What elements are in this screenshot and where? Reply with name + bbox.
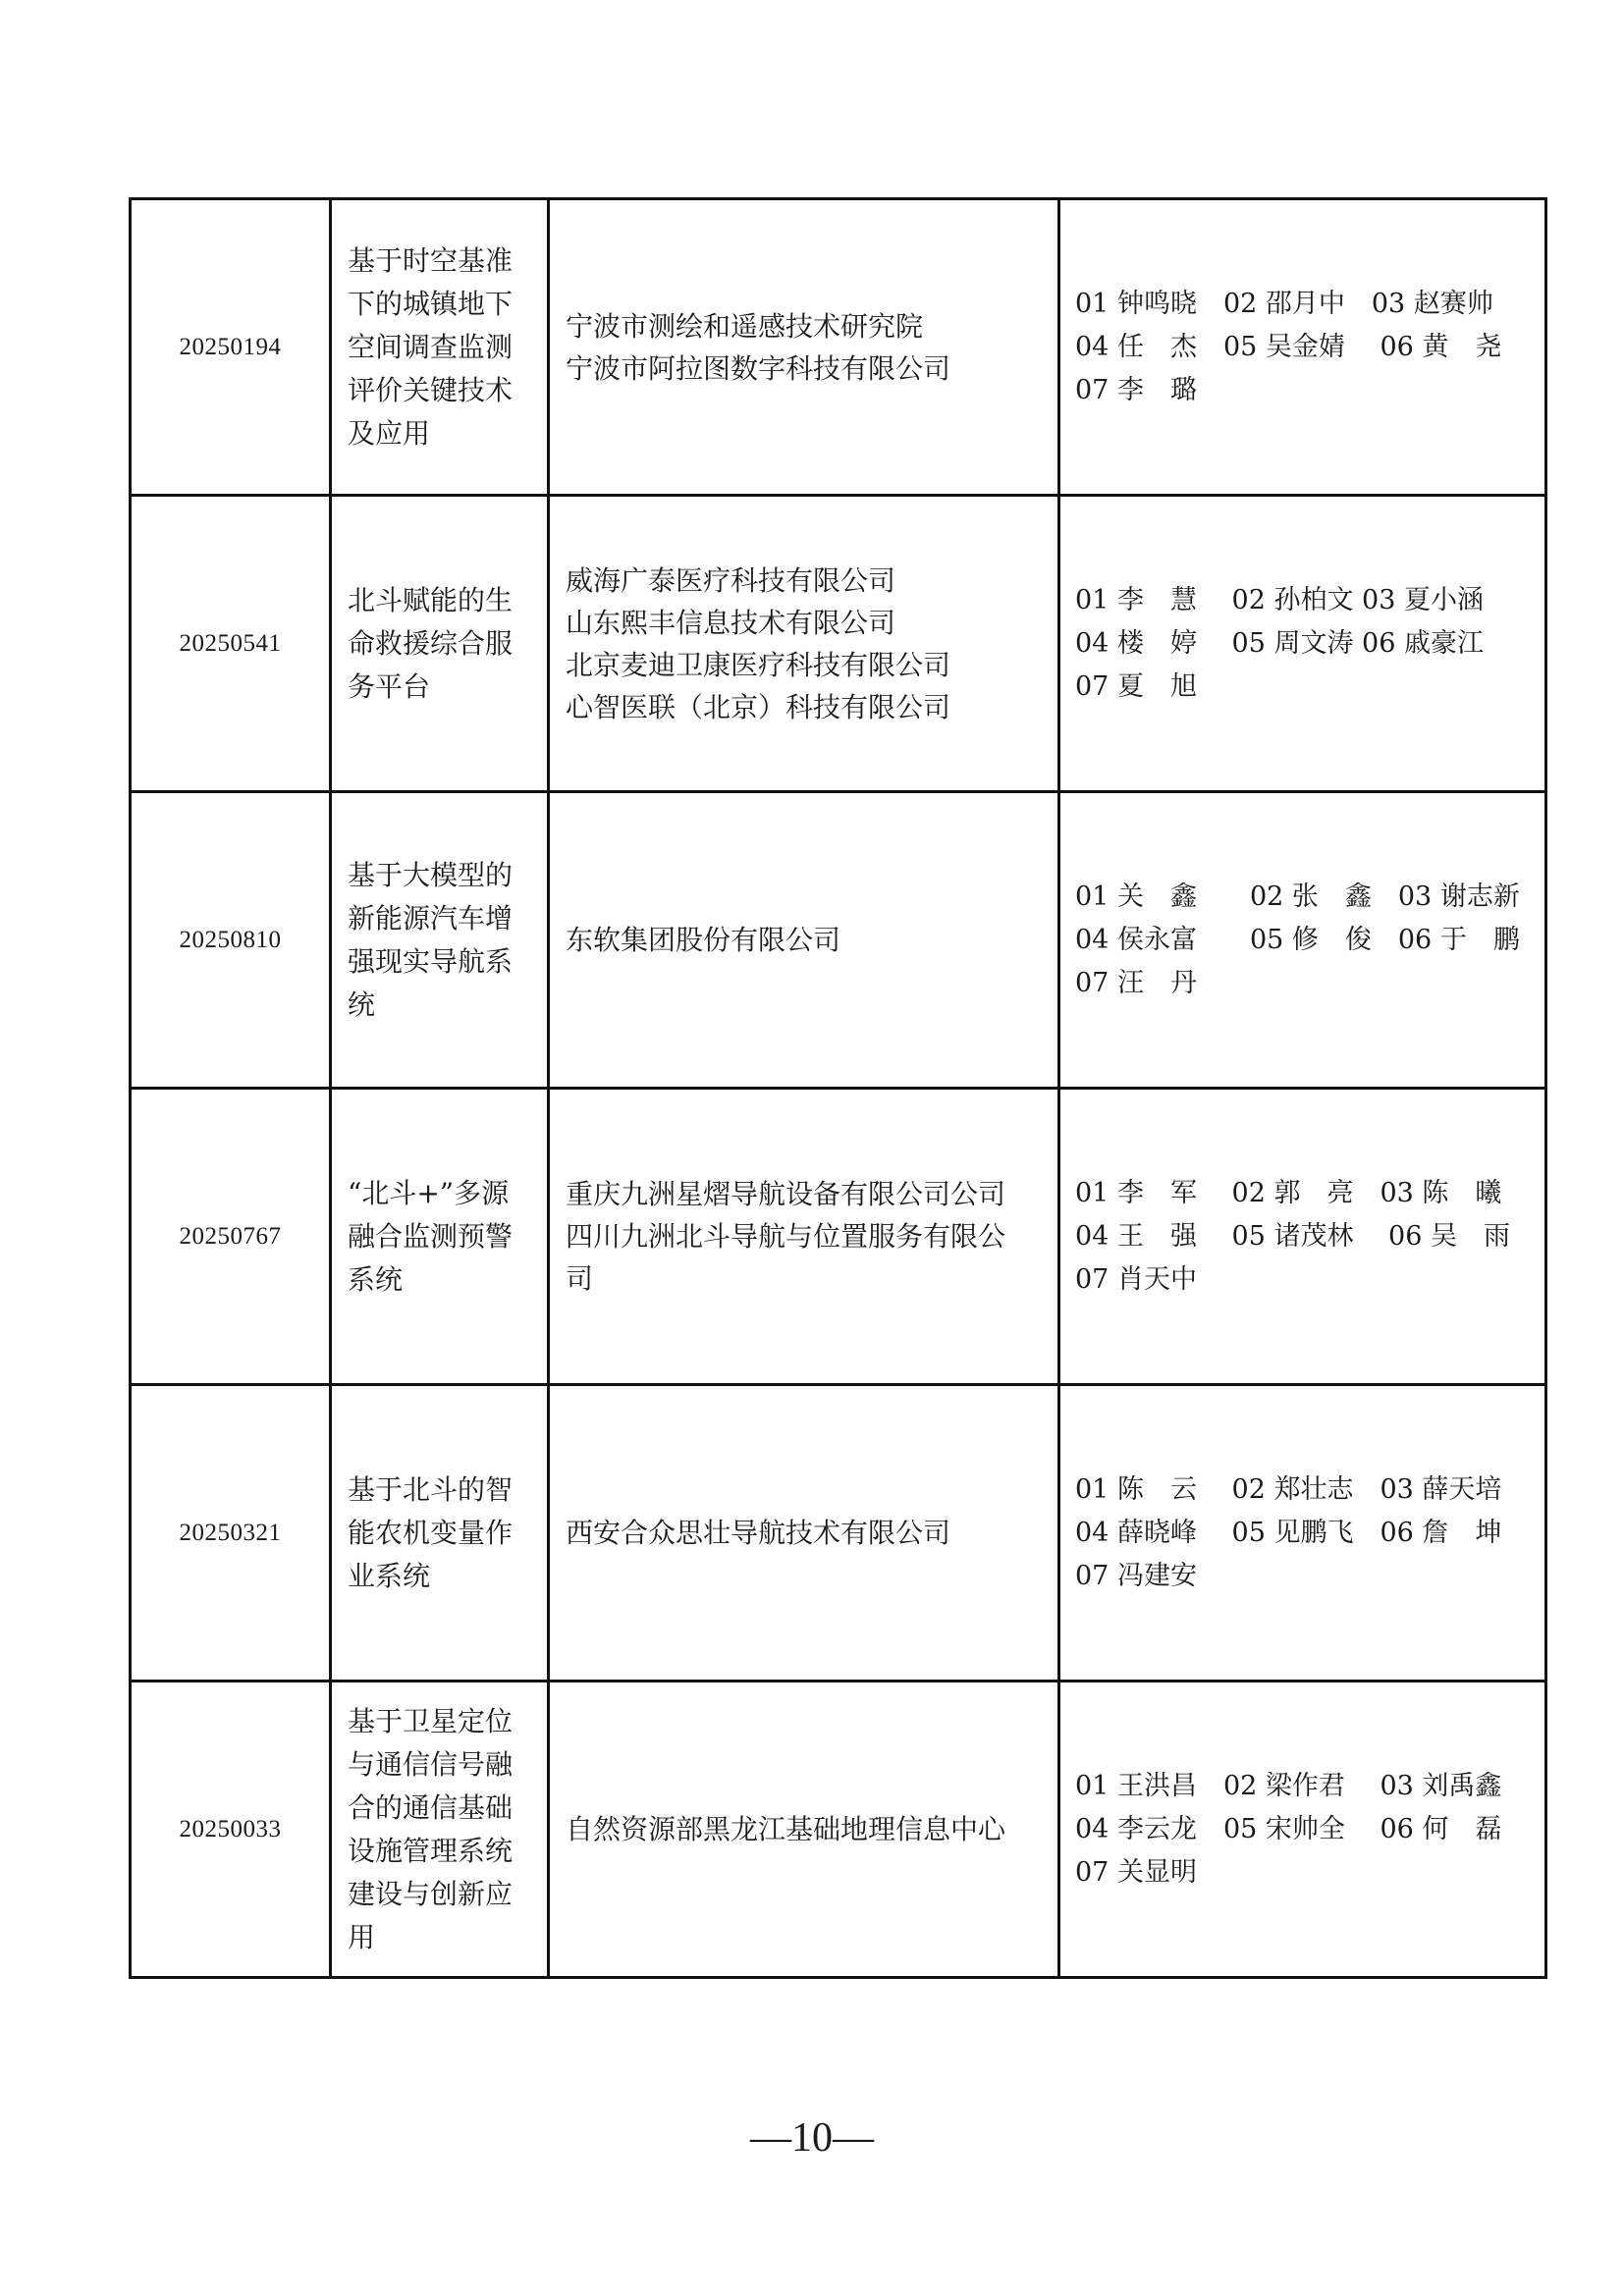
project-title-cell	[331, 792, 549, 1089]
members-line: 07 夏 旭	[1075, 670, 1197, 702]
members-cell	[1059, 496, 1546, 792]
organization-line: 重庆九洲星熠导航设备有限公司公司	[566, 1178, 1006, 1210]
project-id-cell: 20250321	[131, 1385, 331, 1682]
organization-line: 宁波市阿拉图数字科技有限公司	[566, 351, 951, 385]
project-title-line: 统	[348, 988, 376, 1021]
members-line: 07 汪 丹	[1075, 967, 1197, 998]
members-line: 01 关 鑫 02 张 鑫 03 谢志新	[1075, 881, 1520, 912]
members-line: 01 陈 云 02 郑壮志 03 薛天培	[1075, 1473, 1502, 1505]
project-title-line: 用	[348, 1920, 376, 1953]
project-id-cell: 20250033	[131, 1682, 331, 1978]
project-title-line: 命救援综合服	[348, 626, 514, 660]
organization-line: 心智医联（北京）科技有限公司	[566, 690, 951, 723]
project-id-cell: 20250541	[131, 496, 331, 792]
members-cell	[1059, 792, 1546, 1089]
table-row	[131, 199, 1546, 496]
members-cell	[1059, 1682, 1546, 1978]
members-line: 01 钟鸣晓 02 邵月中 03 赵赛帅	[1075, 288, 1493, 319]
table-row	[131, 496, 1546, 792]
organization-line: 宁波市测绘和遥感技术研究院	[566, 309, 924, 343]
members-line: 01 王洪昌 02 梁作君 03 刘禹鑫	[1075, 1770, 1502, 1801]
members-line: 04 李云龙 05 宋帅全 06 何 磊	[1075, 1813, 1502, 1844]
page-number: —10—	[750, 2115, 874, 2161]
project-title-cell	[331, 1385, 549, 1682]
project-title-line: 评价关键技术	[348, 373, 514, 406]
project-title-line: 新能源汽车增	[348, 901, 514, 934]
organization-line: 山东熙丰信息技术有限公司	[566, 606, 896, 639]
project-title-cell	[331, 199, 549, 496]
project-title-line: 与通信信号融	[348, 1747, 514, 1781]
project-title-cell	[331, 1089, 549, 1385]
members-cell	[1059, 199, 1546, 496]
table-body	[131, 199, 1546, 1978]
members-line: 04 薛晓峰 05 见鹏飞 06 詹 坤	[1075, 1517, 1502, 1548]
project-title-line: 北斗赋能的生	[348, 583, 514, 616]
organization-line: 司	[566, 1262, 594, 1295]
table-row	[131, 1385, 1546, 1682]
organization-line: 北京麦迪卫康医疗科技有限公司	[566, 648, 951, 681]
organization-line: 西安合众思壮导航技术有限公司	[566, 1517, 951, 1549]
project-title-line: 强现实导航系	[348, 944, 514, 978]
project-id-cell: 20250810	[131, 792, 331, 1089]
project-title-line: 及应用	[348, 416, 431, 450]
members-line: 04 王 强 05 诸茂林 06 吴 雨	[1075, 1220, 1510, 1252]
organization-cell	[549, 1385, 1059, 1682]
project-id-cell: 20250767	[131, 1089, 331, 1385]
project-title-line: 业系统	[348, 1559, 431, 1592]
members-line: 01 李 慧 02 孙柏文 03 夏小涵	[1075, 584, 1484, 615]
project-title-line: 基于卫星定位	[348, 1704, 514, 1737]
members-cell	[1059, 1089, 1546, 1385]
project-title-line: 系统	[348, 1262, 404, 1296]
project-title-line: 设施管理系统	[348, 1834, 514, 1867]
table-row	[131, 1682, 1546, 1978]
organization-line: 自然资源部黑龙江基础地理信息中心	[566, 1813, 1006, 1845]
members-line: 04 楼 婷 05 周文涛 06 戚豪江	[1075, 627, 1484, 659]
organization-line: 东软集团股份有限公司	[566, 924, 841, 956]
awards-table	[129, 197, 1547, 1979]
organization-cell	[549, 199, 1059, 496]
project-title-line: 融合监测预警	[348, 1219, 514, 1253]
members-line: 07 关显明	[1075, 1856, 1197, 1888]
members-line: 07 李 璐	[1075, 374, 1197, 405]
members-line: 04 侯永富 05 修 俊 06 于 鹏	[1075, 924, 1520, 955]
project-title-line: 基于大模型的	[348, 858, 514, 891]
organization-line: 威海广泰医疗科技有限公司	[566, 563, 896, 597]
project-title-cell	[331, 496, 549, 792]
project-id-cell: 20250194	[131, 199, 331, 496]
project-title-line: “北斗+”多源	[348, 1176, 510, 1209]
project-title-line: 建设与创新应	[348, 1877, 514, 1910]
members-line: 04 任 杰 05 吴金婧 06 黄 尧	[1075, 331, 1502, 362]
project-title-line: 能农机变量作	[348, 1516, 514, 1549]
organization-cell	[549, 1682, 1059, 1978]
project-title-line: 务平台	[348, 669, 431, 703]
table-row	[131, 1089, 1546, 1385]
project-title-line: 基于时空基准	[348, 243, 514, 277]
members-cell	[1059, 1385, 1546, 1682]
project-title-line: 空间调查监测	[348, 330, 514, 363]
project-title-line: 合的通信基础	[348, 1790, 514, 1824]
table-row	[131, 792, 1546, 1089]
organization-cell	[549, 496, 1059, 792]
organization-cell	[549, 1089, 1059, 1385]
project-title-line: 下的城镇地下	[348, 287, 514, 320]
organization-cell	[549, 792, 1059, 1089]
members-line: 01 李 军 02 郭 亮 03 陈 曦	[1075, 1177, 1502, 1208]
organization-line: 四川九洲北斗导航与位置服务有限公	[566, 1220, 1006, 1253]
members-line: 07 冯建安	[1075, 1560, 1197, 1591]
project-title-cell	[331, 1682, 549, 1978]
members-line: 07 肖天中	[1075, 1263, 1197, 1295]
project-title-line: 基于北斗的智	[348, 1472, 514, 1506]
